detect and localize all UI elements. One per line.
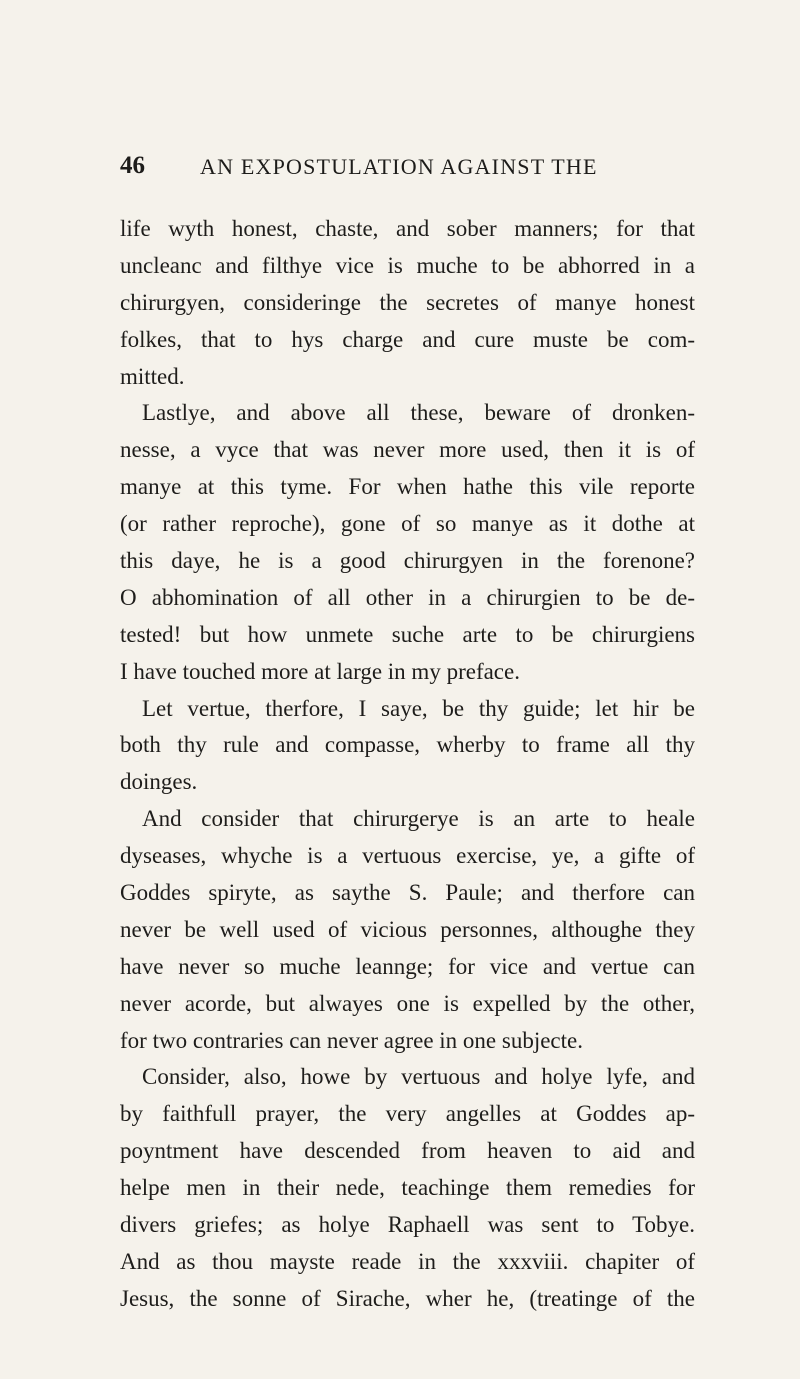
text-line: And consider that chirurgerye is an arte to heale	[142, 806, 695, 832]
text-line: (or rather reproche), gone of so manye as it dothe at	[120, 511, 695, 537]
text-line: I have touched more at large in my preface.	[120, 658, 520, 684]
text-line: never acorde, but alwayes one is expelled by the other,	[120, 990, 695, 1016]
text-line: dyseases, whyche is a vertuous exercise, ye, a gifte of	[120, 843, 695, 869]
page-body-text	[120, 211, 695, 1318]
text-line: life wyth honest, chaste, and sober manners; for that	[120, 216, 695, 241]
text-line: have never so muche leannge; for vice and vertue can	[120, 953, 695, 979]
text-line: for two contraries can never agree in one subjecte.	[120, 1027, 583, 1053]
text-line: by faithfull prayer, the very angelles at Goddes ap-	[120, 1101, 695, 1127]
text-line: Let vertue, therfore, I saye, be thy guide; let hir be	[142, 695, 695, 721]
text-line: uncleanc and filthye vice is muche to be abhorred in a	[120, 252, 695, 278]
page-number: 46	[120, 152, 145, 179]
running-head: AN EXPOSTULATION AGAINST THE	[200, 154, 598, 179]
text-line: folkes, that to hys charge and cure muste be com-	[120, 326, 695, 352]
text-line: poyntment have descended from heaven to aid and	[120, 1138, 695, 1164]
text-line: this daye, he is a good chirurgyen in the forenone?	[120, 548, 695, 574]
text-line: both thy rule and compasse, wherby to frame all thy	[120, 732, 695, 758]
text-line: Lastlye, and above all these, beware of dronken-	[142, 400, 695, 426]
page-header	[120, 152, 720, 188]
text-line: never be well used of vicious personnes, althoughe they	[120, 916, 695, 942]
text-line: Consider, also, howe by vertuous and holye lyfe, and	[142, 1064, 695, 1090]
text-line: divers griefes; as holye Raphaell was sent to Tobye.	[120, 1212, 695, 1238]
text-line: O abhomination of all other in a chirurgien to be de-	[120, 584, 695, 610]
text-line: helpe men in their nede, teachinge them remedies for	[120, 1175, 695, 1201]
text-line: chirurgyen, consideringe the secretes of manye honest	[120, 289, 695, 315]
text-line: tested! but how unmete suche arte to be chirurgiens	[120, 621, 695, 647]
text-line: Goddes spiryte, as saythe S. Paule; and therfore can	[120, 880, 695, 906]
text-line: mitted.	[120, 363, 185, 389]
text-line: manye at this tyme. For when hathe this vile reporte	[120, 474, 695, 500]
text-line: Jesus, the sonne of Sirache, wher he, (treatinge of the	[120, 1285, 695, 1311]
text-line: And as thou mayste reade in the xxxviii. chapiter of	[120, 1248, 695, 1274]
text-line: nesse, a vyce that was never more used, then it is of	[120, 437, 695, 463]
text-line: doinges.	[120, 769, 198, 795]
